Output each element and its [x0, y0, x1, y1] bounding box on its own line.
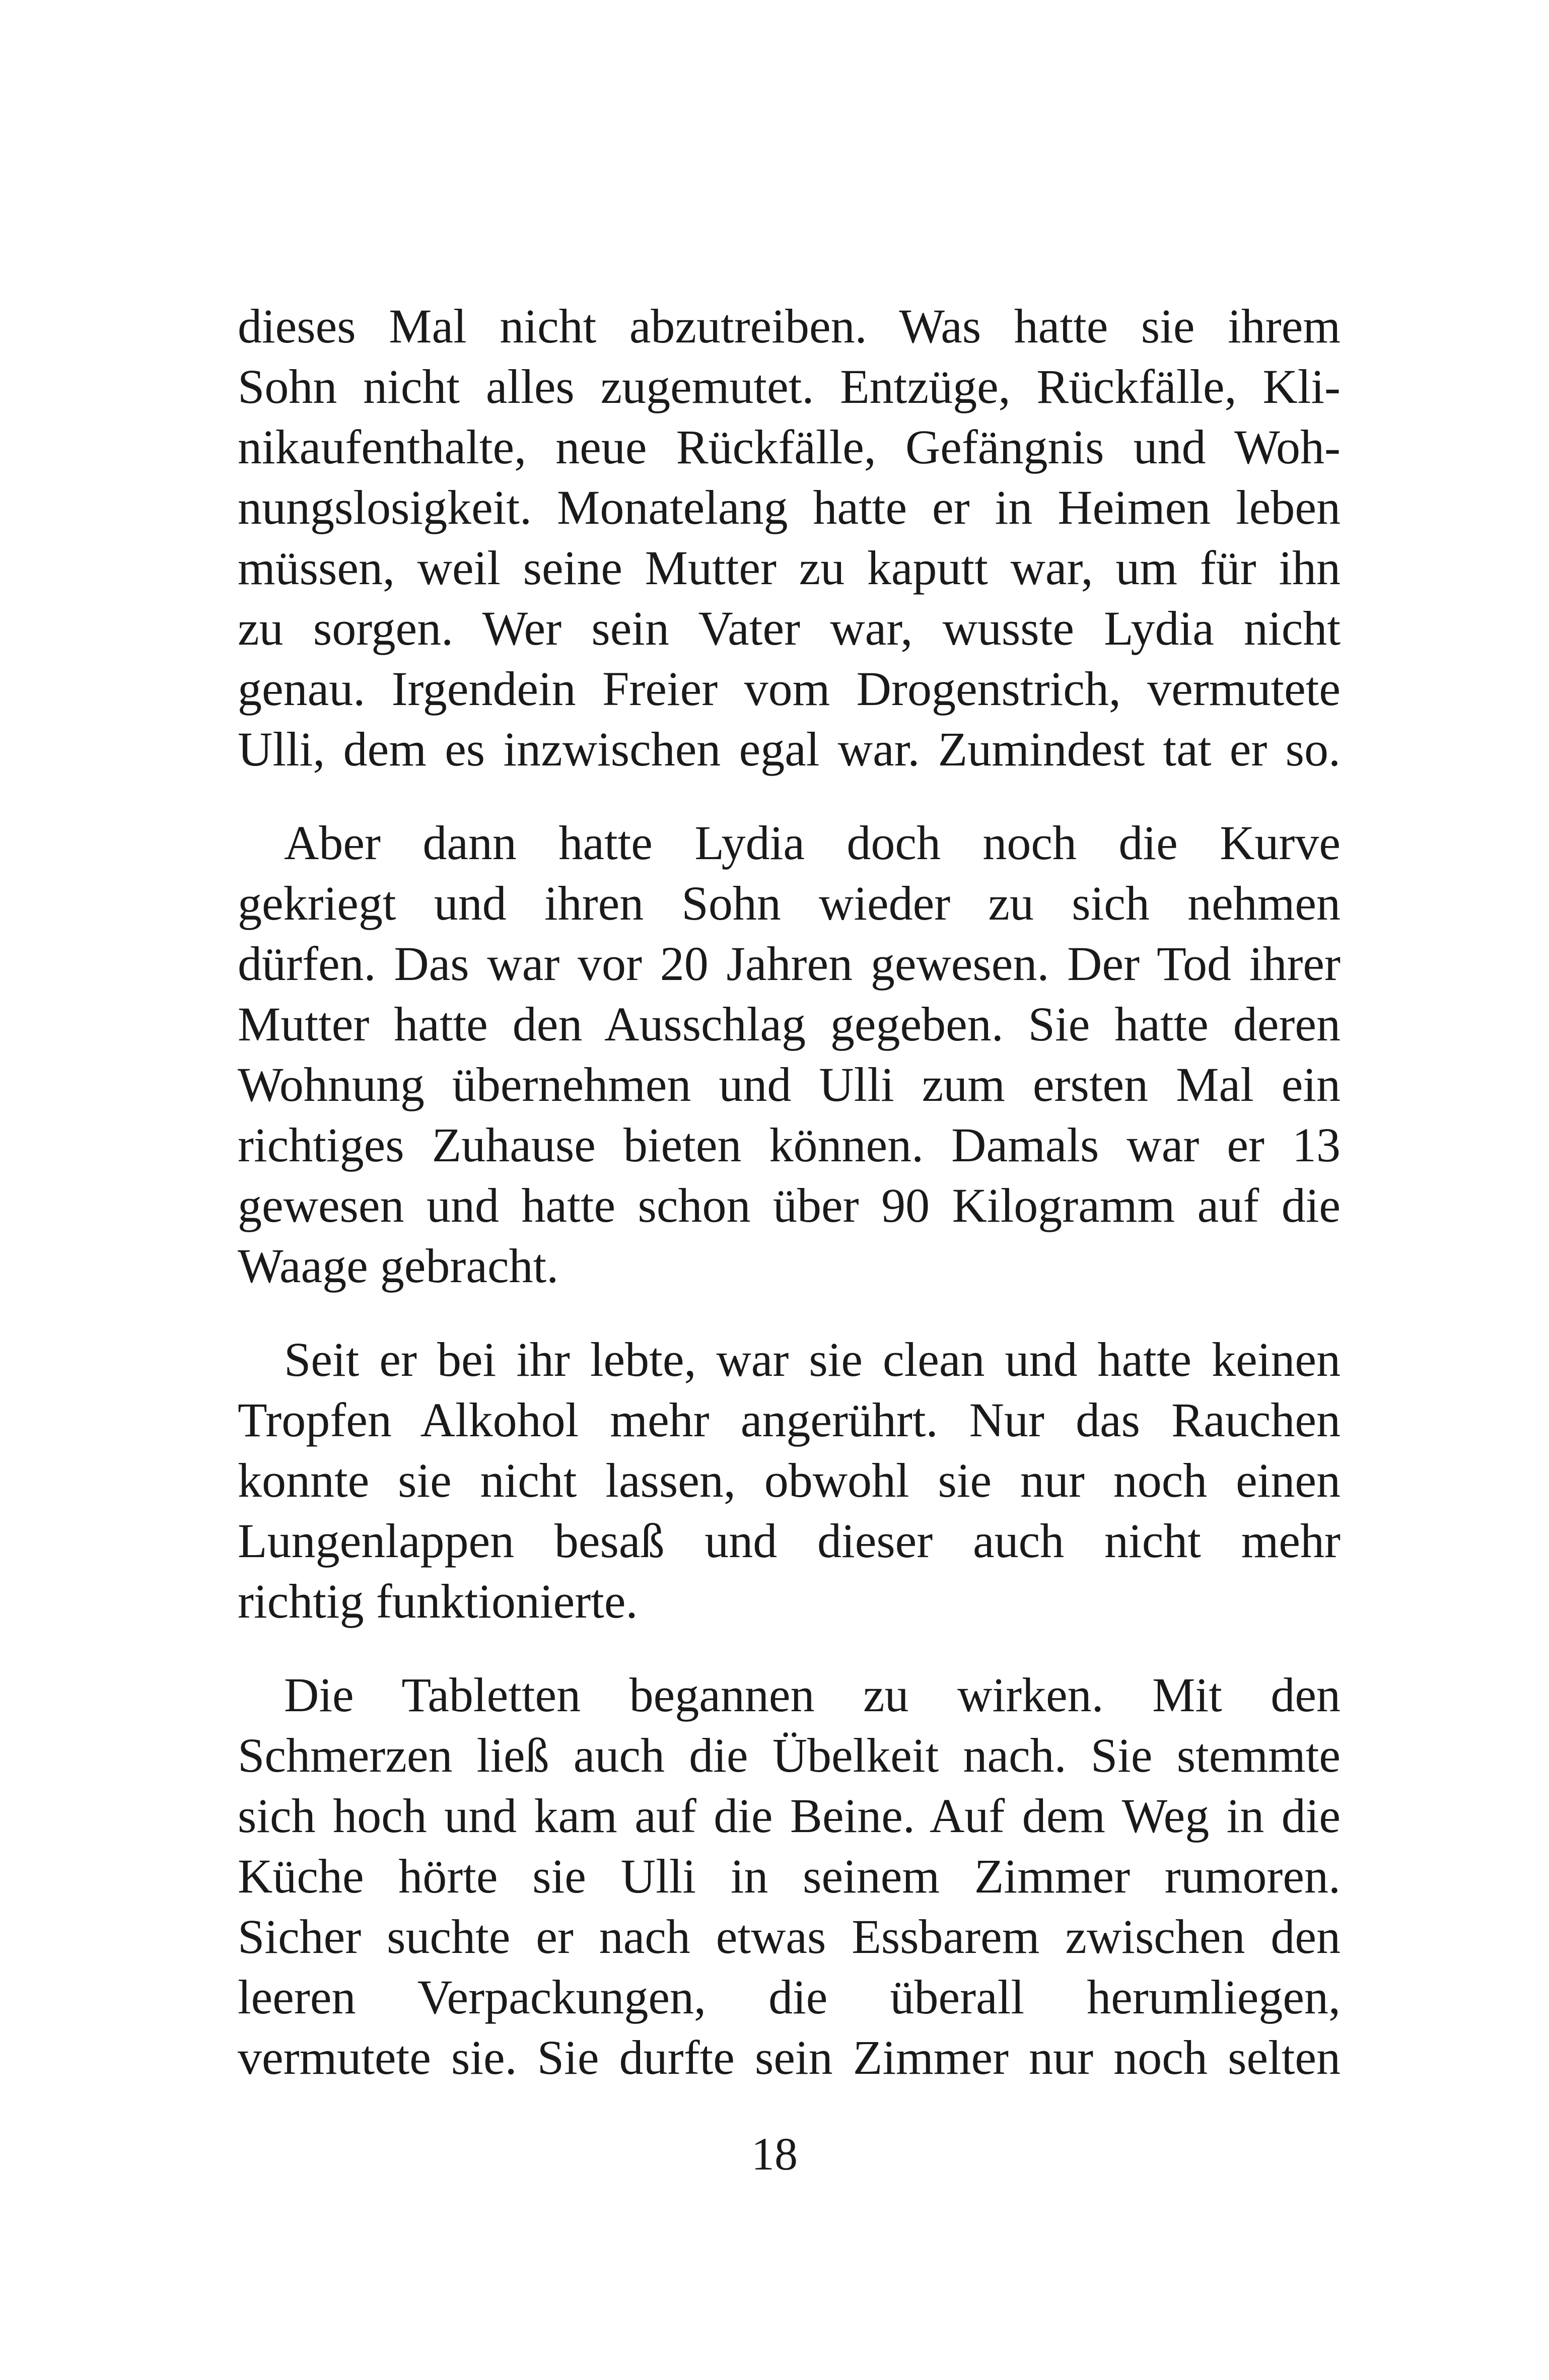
text-line: gekriegt und ihren Sohn wieder zu sich nehmen	[238, 876, 1341, 930]
text-line: zu sorgen. Wer sein Vater war, wusste Lydia nicht	[238, 601, 1341, 655]
page-number: 18	[751, 2128, 798, 2180]
text-line: Wohnung übernehmen und Ulli zum ersten Mal ein	[238, 1058, 1341, 1111]
text-line: Schmerzen ließ auch die Übelkeit nach. Sie stemmte	[238, 1728, 1341, 1782]
book-page-text	[238, 296, 1341, 2088]
text-line: nungslosigkeit. Monatelang hatte er in Heimen leben	[238, 480, 1341, 534]
text-line: Mutter hatte den Ausschlag gegeben. Sie hatte deren	[238, 997, 1341, 1051]
text-line: dürfen. Das war vor 20 Jahren gewesen. Der Tod ihrer	[238, 937, 1341, 991]
text-line: Sohn nicht alles zugemutet. Entzüge, Rückfälle, Kli-	[238, 360, 1341, 413]
text-line: gewesen und hatte schon über 90 Kilogramm auf die	[238, 1178, 1341, 1232]
text-line: dieses Mal nicht abzutreiben. Was hatte sie ihrem	[238, 299, 1341, 353]
text-line: richtig funktionierte.	[238, 1574, 638, 1628]
paragraph-1	[238, 296, 1341, 780]
paragraph-2	[238, 813, 1341, 1296]
text-line: Seit er bei ihr lebte, war sie clean und hatte keinen	[284, 1333, 1341, 1386]
text-line: leeren Verpackungen, die überall herumliegen,	[238, 1970, 1341, 2024]
text-line: Lungenlappen besaß und dieser auch nicht mehr	[238, 1514, 1341, 1568]
text-line: Küche hörte sie Ulli in seinem Zimmer rumoren.	[238, 1849, 1341, 1903]
text-line: genau. Irgendein Freier vom Drogenstrich, vermutete	[238, 662, 1341, 716]
paragraph-4	[238, 1665, 1341, 2088]
text-line: konnte sie nicht lassen, obwohl sie nur noch einen	[238, 1453, 1341, 1507]
text-line: vermutete sie. Sie durfte sein Zimmer nur noch selten	[238, 2031, 1341, 2084]
text-line: Die Tabletten begannen zu wirken. Mit den	[284, 1668, 1341, 1722]
text-line: richtiges Zuhause bieten können. Damals war er 13	[238, 1118, 1341, 1172]
text-line: sich hoch und kam auf die Beine. Auf dem Weg in die	[238, 1789, 1341, 1843]
paragraph-3	[238, 1329, 1341, 1632]
text-line: Ulli, dem es inzwischen egal war. Zumindest tat er so.	[238, 722, 1341, 776]
text-line: nikaufenthalte, neue Rückfälle, Gefängnis und Woh-	[238, 420, 1341, 474]
text-line: Aber dann hatte Lydia doch noch die Kurve	[284, 816, 1341, 870]
text-line: Waage gebracht.	[238, 1239, 559, 1293]
text-line: müssen, weil seine Mutter zu kaputt war, um für ihn	[238, 541, 1341, 595]
text-line: Tropfen Alkohol mehr angerührt. Nur das Rauchen	[238, 1393, 1341, 1447]
text-line: Sicher suchte er nach etwas Essbarem zwischen den	[238, 1910, 1341, 1964]
